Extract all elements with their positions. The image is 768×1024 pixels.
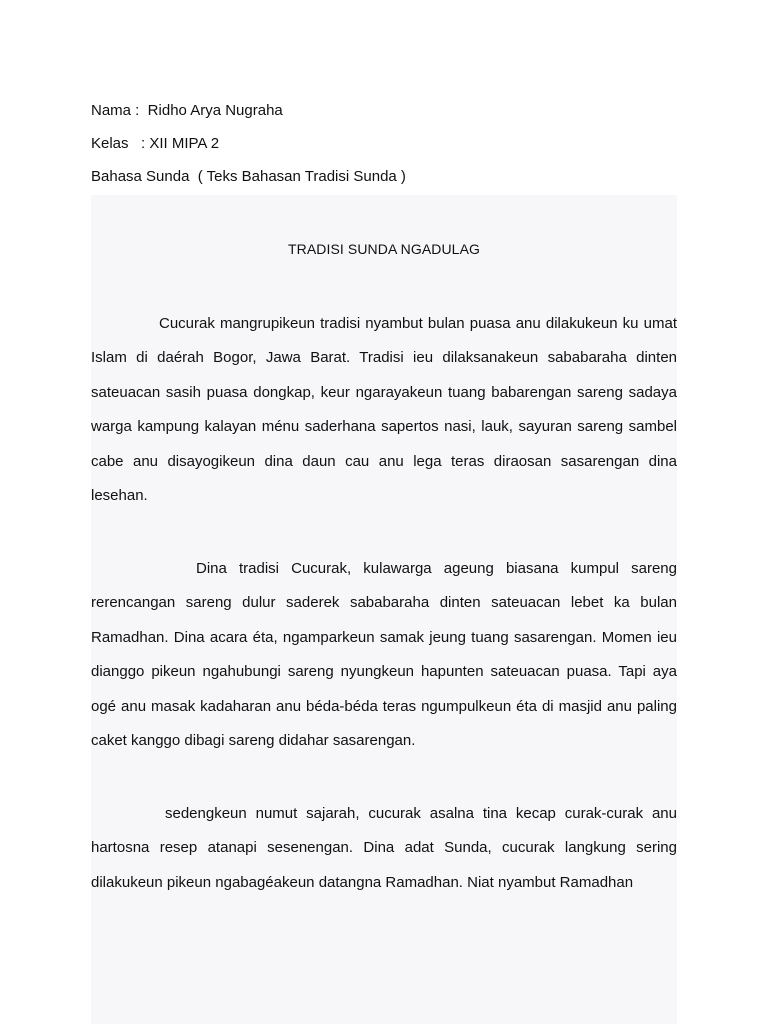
student-info-header — [91, 94, 406, 193]
subject-line: Bahasa Sunda ( Teks Bahasan Tradisi Sunda ) — [91, 168, 406, 185]
essay-title: TRADISI SUNDA NGADULAG — [287, 241, 480, 257]
paragraph-1: Cucurak mangrupikeun tradisi nyambut bulan puasa anu dilakukeun ku umat Islam di daérah Bogor, Jawa Barat. Tradisi ieu dilaksanakeun sababaraha dinten sateuacan sasih puasa dongkap, keur ngarayakeun tuang babarengan sareng sadaya warga kampung kalayan ménu saderhana sapertos nasi, lauk, sayuran sareng sambel cabe anu disayogikeun dina daun cau anu lega teras diraosan sasarengan dina lesehan. — [91, 315, 677, 505]
student-class-line: Kelas : XII MIPA 2 — [91, 135, 220, 152]
paragraph-2: Dina tradisi Cucurak, kulawarga ageung biasana kumpul sareng rerencangan sareng dulur saderek sababaraha dinten sateuacan lebet ka bulan Ramadhan. Dina acara éta, ngamparkeun samak jeung tuang sasarengan. Momen ieu dianggo pikeun ngahubungi sareng nyungkeun hapunten sateuacan puasa. Tapi aya ogé anu masak kadaharan anu béda-béda teras ngumpulkeun éta di masjid anu paling caket kanggo dibagi sareng didahar sasarengan. — [91, 560, 677, 750]
essay-body — [91, 195, 677, 1024]
student-name-line: Nama : Ridho Arya Nugraha — [91, 102, 283, 119]
paragraph-3: sedengkeun numut sajarah, cucurak asalna tina kecap curak-curak anu hartosna resep atanapi sesenengan. Dina adat Sunda, cucurak langkung sering dilakukeun pikeun ngabagéakeun datangna Ramadhan. Niat nyambut Ramadhan — [91, 805, 677, 891]
